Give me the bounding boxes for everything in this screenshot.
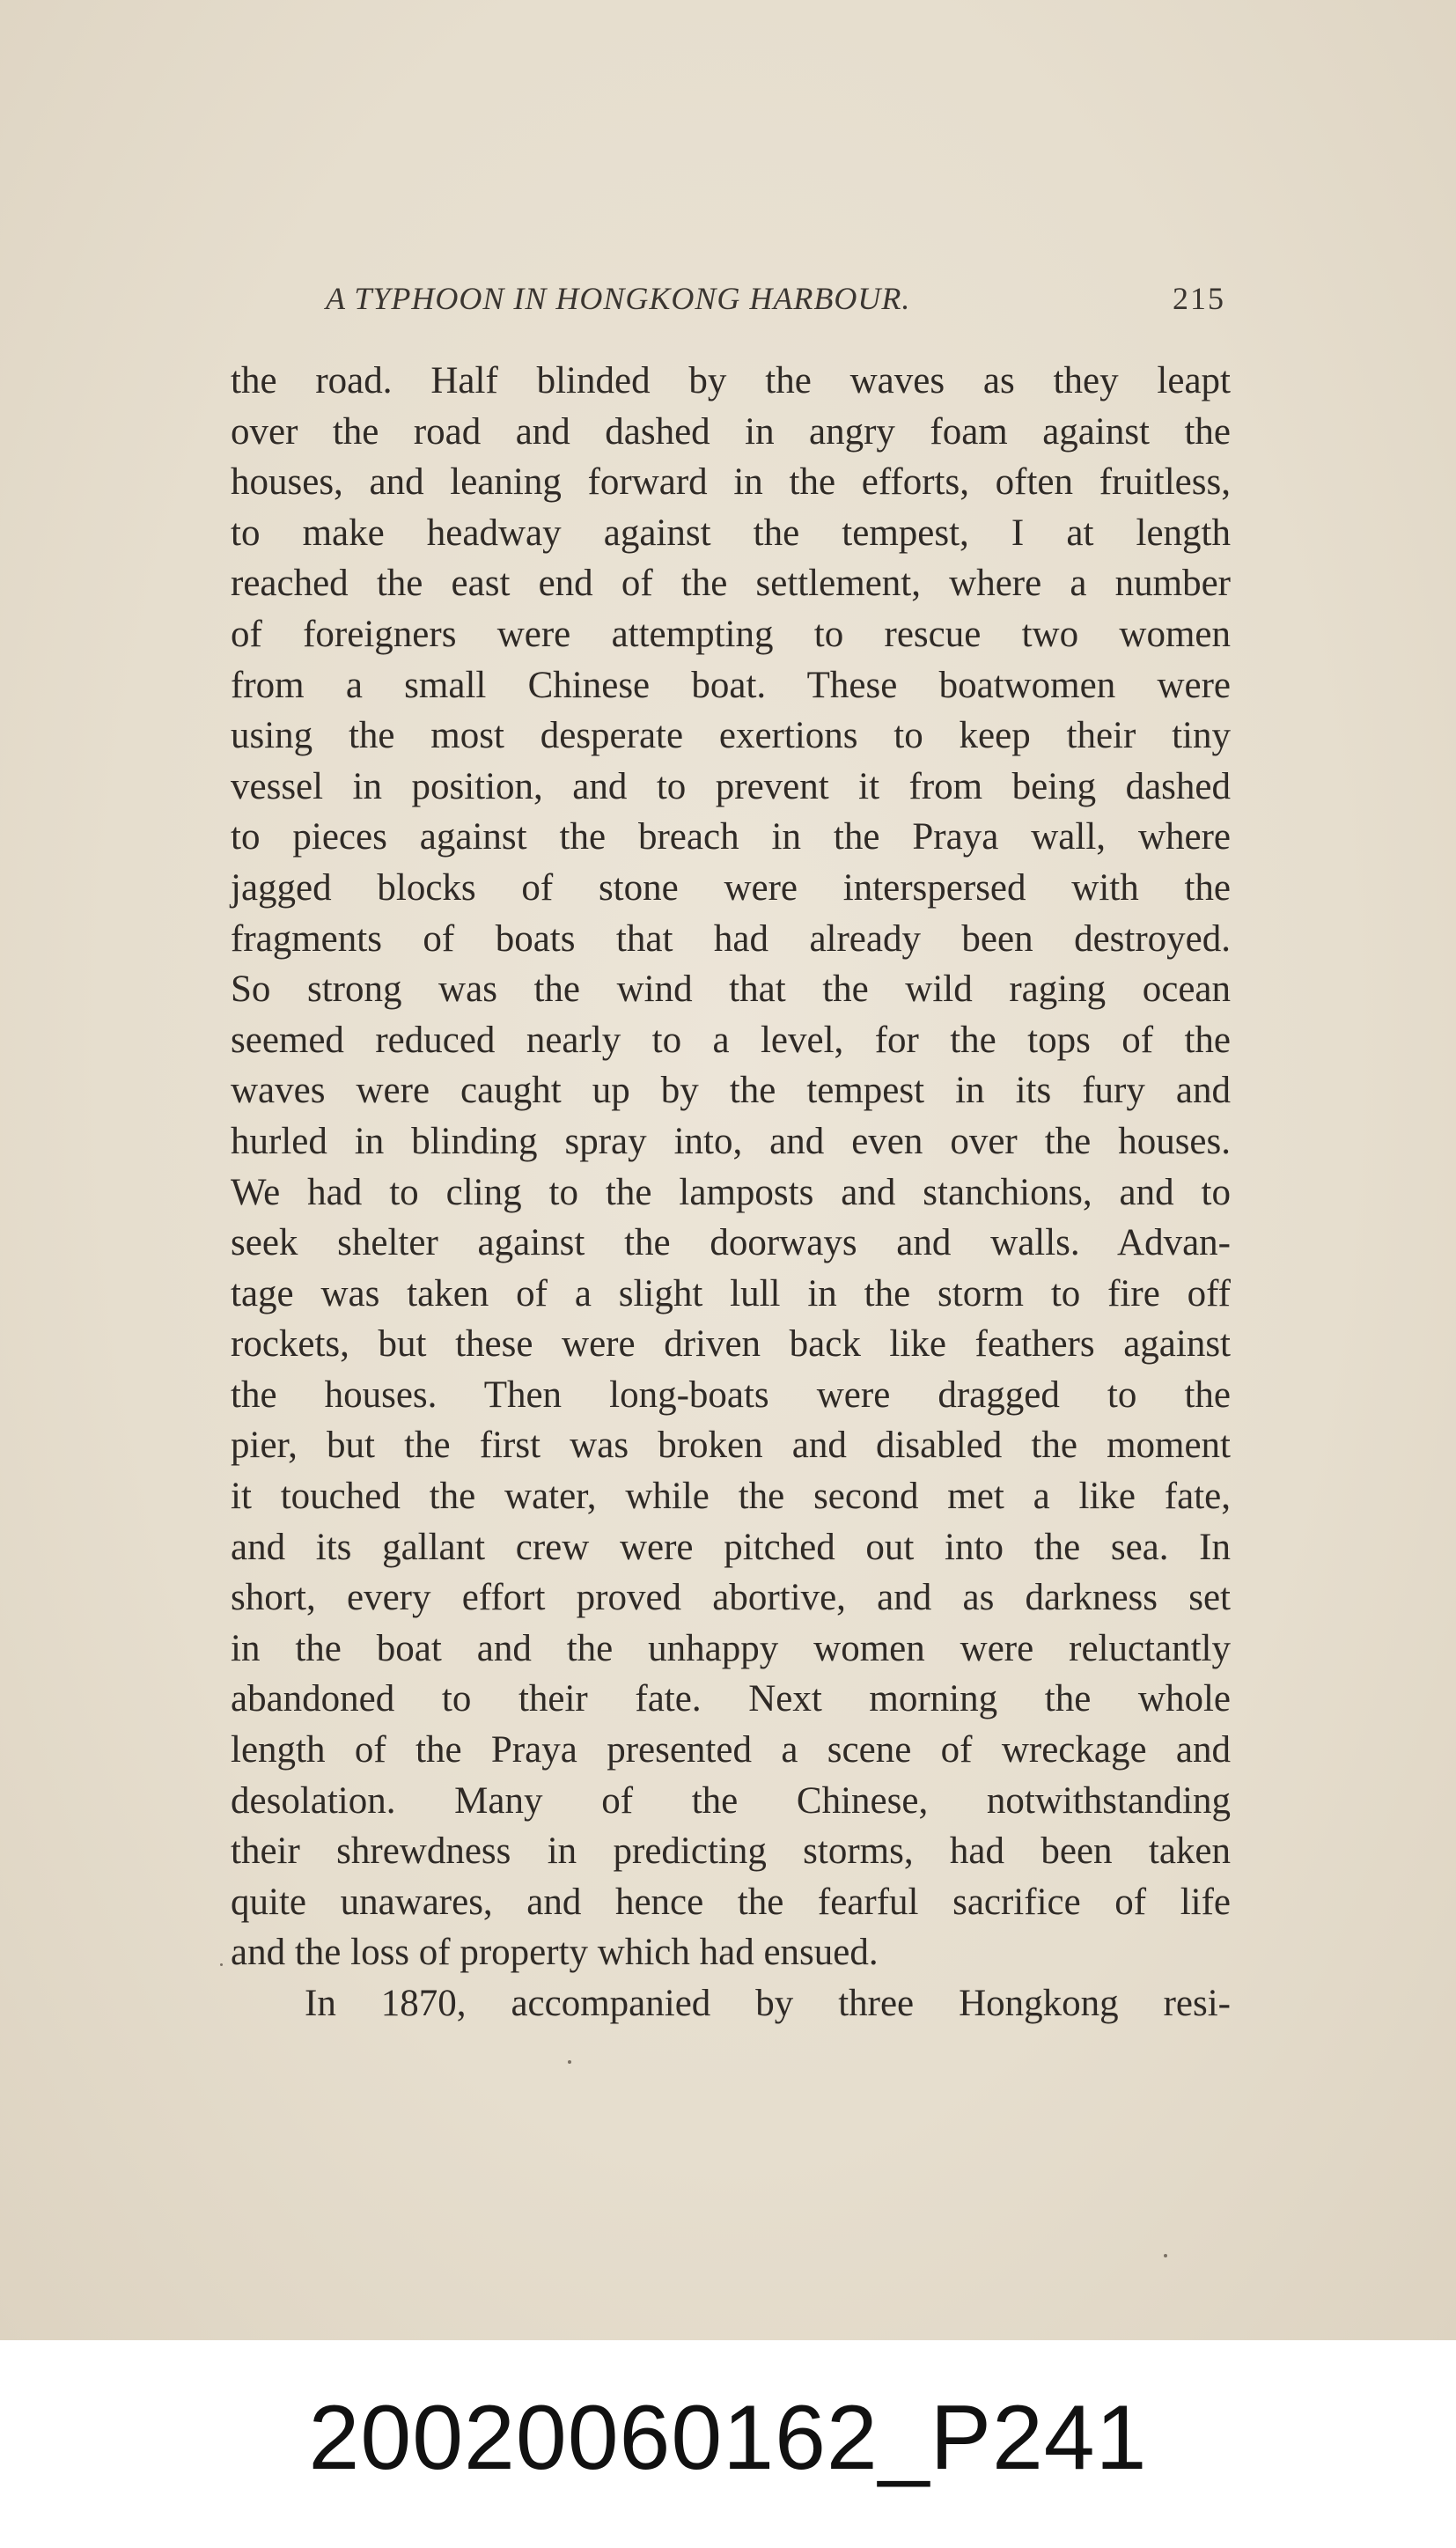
text-line: and its gallant crew were pitched out into the sea. In [231,1526,1231,1568]
text-line: of foreigners were attempting to rescue two women [231,613,1231,655]
image-id-label: 20020060162_P241 [308,2387,1148,2489]
text-line: vessel in position, and to prevent it from being dashed [231,765,1231,807]
paragraph-end-line: and the loss of property which had ensued. [231,1932,879,1974]
text-line: abandoned to their fate. Next morning the whole [231,1678,1231,1720]
text-line: the houses. Then long-boats were dragged to the [231,1373,1231,1416]
text-line: from a small Chinese boat. These boatwomen were [231,664,1231,706]
text-line: waves were caught up by the tempest in its fury and [231,1070,1231,1112]
text-line: in the boat and the unhappy women were reluctantly [231,1627,1231,1669]
text-line: seemed reduced nearly to a level, for the tops of the [231,1019,1231,1061]
text-line: tage was taken of a slight lull in the storm to fire off [231,1272,1231,1315]
running-head: A TYPHOON IN HONGKONG HARBOUR. [326,281,911,316]
text-line: the road. Half blinded by the waves as they leapt [231,360,1231,401]
text-line: over the road and dashed in angry foam against the [231,410,1231,453]
text-line: So strong was the wind that the wild raging ocean [231,968,1231,1011]
body-text [231,356,1231,2029]
paper-speck [220,1963,223,1966]
text-line: houses, and leaning forward in the efforts, often fruitless, [231,461,1231,504]
paragraph-start-line: In 1870, accompanied by three Hongkong resi- [305,1983,1231,2024]
text-line: jagged blocks of stone were interspersed with the [231,866,1231,909]
text-line: it touched the water, while the second met a like fate, [231,1476,1231,1518]
text-line: short, every effort proved abortive, and as darkness set [231,1577,1231,1619]
text-line: hurled in blinding spray into, and even over the houses. [231,1120,1231,1162]
paper-speck [1164,2254,1167,2257]
text-line: We had to cling to the lamposts and stanchions, and to [231,1171,1231,1213]
text-line: reached the east end of the settlement, where a number [231,563,1231,605]
text-line: rockets, but these were driven back like feathers against [231,1323,1231,1366]
text-line: pier, but the first was broken and disabled the moment [231,1425,1231,1467]
text-line: quite unawares, and hence the fearful sacrifice of life [231,1881,1231,1923]
text-line: using the most desperate exertions to keep their tiny [231,715,1231,757]
text-line: length of the Praya presented a scene of wreckage and [231,1729,1231,1771]
text-line: fragments of boats that had already been destroyed. [231,917,1231,960]
text-line: seek shelter against the doorways and walls. Advan- [231,1222,1231,1264]
text-line: to make headway against the tempest, I at length [231,512,1231,554]
page-number: 215 [1173,281,1225,316]
paper-speck [568,2060,571,2064]
text-line: desolation. Many of the Chinese, notwithstanding [231,1779,1231,1822]
text-line: to pieces against the breach in the Praya wall, where [231,816,1231,858]
text-line: their shrewdness in predicting storms, had been taken [231,1830,1231,1873]
